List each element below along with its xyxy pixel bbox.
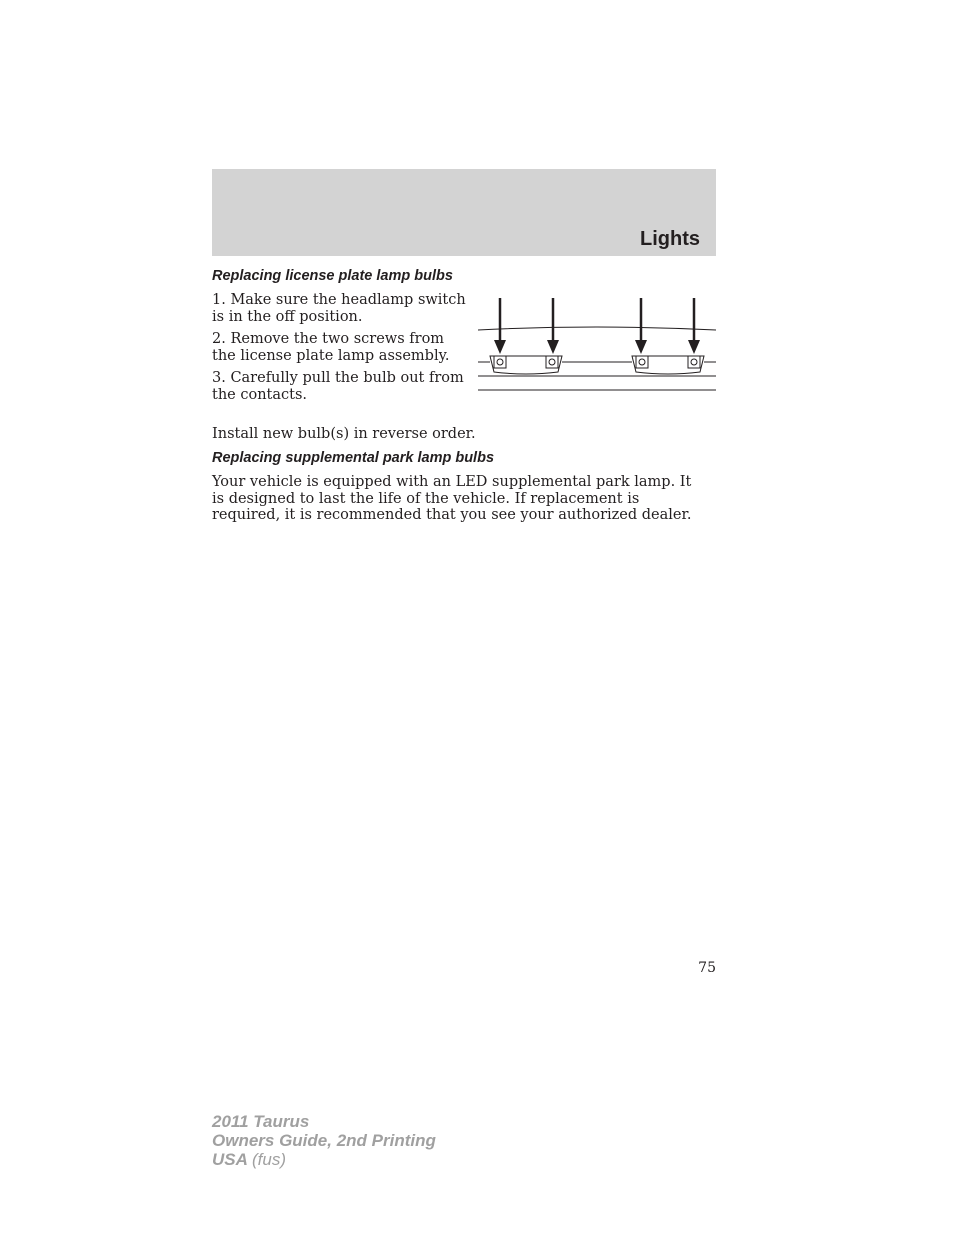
footer-code: (fus) — [252, 1150, 286, 1169]
section-title: Lights — [640, 228, 700, 250]
arrow-3-icon — [635, 340, 647, 354]
license-plate-heading: Replacing license plate lamp bulbs — [212, 268, 453, 284]
step-1: 1. Make sure the headlamp switch is in the off position. — [212, 292, 466, 325]
footer-line-1: 2011 Taurus — [212, 1112, 310, 1131]
screw-3-icon — [636, 356, 648, 368]
footer — [212, 1112, 436, 1169]
install-note: Install new bulb(s) in reverse order. — [212, 426, 476, 442]
arrow-4-icon — [688, 340, 700, 354]
page-number: 75 — [698, 960, 716, 976]
step-2: 2. Remove the two screws from the license plate lamp assembly. — [212, 331, 450, 364]
step-3: 3. Carefully pull the bulb out from the contacts. — [212, 370, 464, 403]
section-header-band — [212, 169, 716, 256]
license-plate-lamp-diagram — [476, 296, 718, 396]
park-lamp-heading: Replacing supplemental park lamp bulbs — [212, 450, 495, 466]
arrow-1-icon — [494, 340, 506, 354]
footer-line-3 — [212, 1150, 436, 1169]
arrow-2-icon — [547, 340, 559, 354]
footer-region: USA — [212, 1150, 248, 1169]
screw-4-icon — [688, 356, 700, 368]
bumper-top-line — [478, 327, 716, 330]
screw-2-icon — [546, 356, 558, 368]
footer-line-2: Owners Guide, 2nd Printing — [212, 1131, 436, 1150]
screw-1-icon — [494, 356, 506, 368]
park-lamp-body: Your vehicle is equipped with an LED supplemental park lamp. It is designed to last the life of the vehicle. If replacement is required, it is recommended that you see your authorized dealer. — [212, 474, 692, 523]
